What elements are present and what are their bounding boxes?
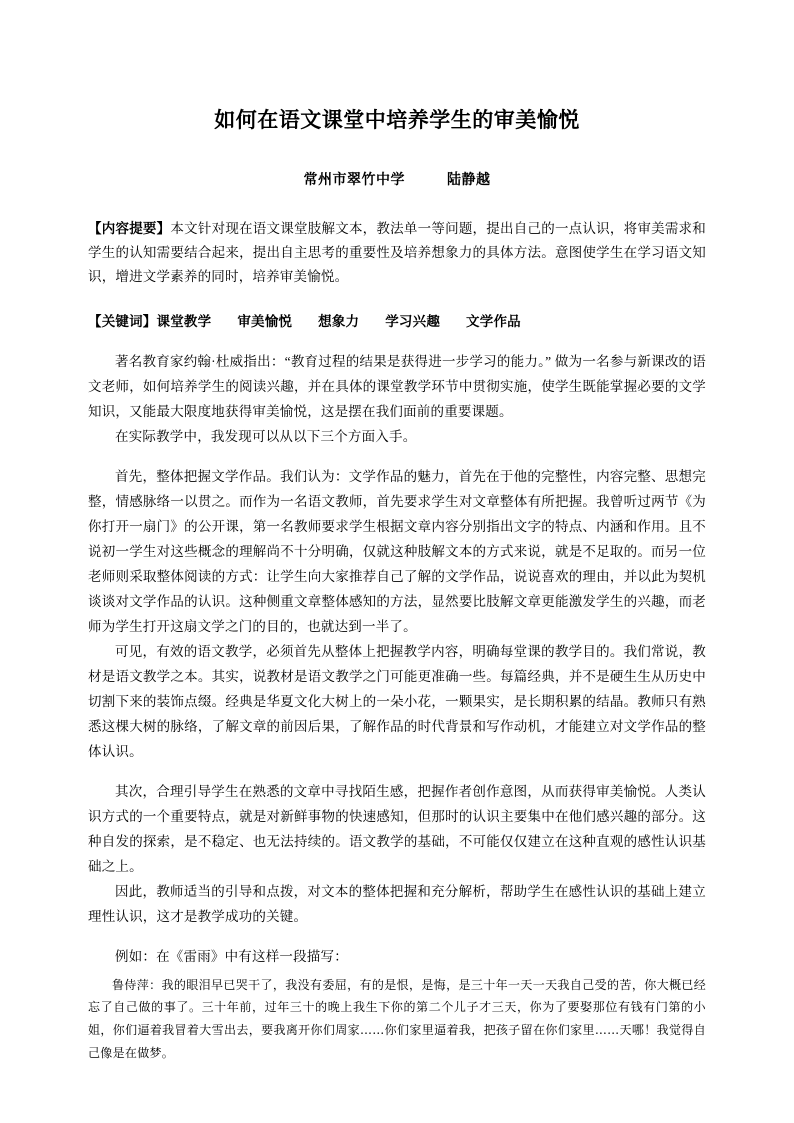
keyword-item: 文学作品: [466, 314, 521, 330]
byline-author: 陆静越: [447, 173, 491, 189]
body-paragraph: 在实际教学中，我发现可以从以下三个方面入手。: [115, 429, 417, 445]
body-paragraph: 例如：在《雷雨》中有这样一段描写：: [115, 948, 348, 964]
quoted-passage: 鲁侍萍：我的眼泪早已哭干了，我没有委屈，有的是恨，是悔，是三十年一天一天我自己受的苦，你大概已经忘了自己做的事了。三十年前，过年三十的晚上我生下你的第二个儿子才三天，你为了要娶那位有钱有门第的小姐，你们逼着我冒着大雪出去，要我离开你们周家……你们家里逼着我，把孩子留在你们家里……天哪！我觉得自己像是在做梦。: [88, 977, 706, 1060]
body-paragraph: 著名教育家约翰·杜威指出：“教育过程的结果是获得进一步学习的能力。” 做为一名参与新课改的语文老师，如何培养学生的阅读兴趣，并在具体的课堂教学环节中贯彻实施，使学生既能掌握必要的文学知识，又能最大限度地获得审美愉悦，这是摆在我们面前的重要课题。: [88, 354, 706, 420]
abstract-text: 本文针对现在语文课堂肢解文本，教法单一等问题，提出自己的一点认识，将审美需求和学生的认知需要结合起来，提出自主思考的重要性及培养想象力的具体方法。意图使学生在学习语文知识，增进文学素养的同时，培养审美愉悦。: [88, 221, 706, 284]
keywords-section: [88, 310, 706, 330]
body-content: [88, 350, 706, 1064]
keywords-label: 【关键词】: [88, 314, 157, 330]
keyword-item: 审美愉悦: [237, 314, 293, 330]
byline: [88, 169, 706, 189]
body-paragraph: 可见，有效的语文教学，必须首先从整体上把握教学内容，明确每堂课的教学目的。我们常说，教材是语文教学之本。其实，说教材是语文教学之门可能更准确一些。每篇经典，并不是硬生生从历史中切割下来的装饰点缀。经典是华夏文化大树上的一朵小花，一颗果实，是长期积累的结晶。教师只有熟悉这棵大树的脉络，了解文章的前因后果，了解作品的时代背景和写作动机，才能建立对文学作品的整体认识。: [88, 643, 706, 759]
page-title: 如何在语文课堂中培养学生的审美愉悦: [214, 108, 580, 132]
body-paragraph: 首先，整体把握文学作品。我们认为：文学作品的魅力，首先在于他的完整性，内容完整、思想完整，情感脉络一以贯之。而作为一名语文教师，首先要求学生对文章整体有所把握。我曾听过两节《为你打开一扇门》的公开课，第一名教师要求学生根据文章内容分别指出文字的特点、内涵和作用。且不说初一学生对这些概念的理解尚不十分明确，仅就这种肢解文本的方式来说，就是不足取的。而另一位老师则采取整体阅读的方式：让学生向大家推荐自己了解的文学作品，说说喜欢的理由，并以此为契机谈谈对文学作品的认识。这种侧重文章整体感知的方法，显然要比肢解文章更能激发学生的兴趣，而老师为学生打开这扇文学之门的目的，也就达到一半了。: [88, 469, 706, 634]
body-paragraph: 其次，合理引导学生在熟悉的文章中寻找陌生感，把握作者创作意图，从而获得审美愉悦。人类认识方式的一个重要特点，就是对新鲜事物的快速感知，但那时的认识主要集中在他们感兴趣的部分。这种自发的探索，是不稳定、也无法持续的。语文教学的基础，不可能仅仅建立在这种直观的感性认识基础之上。: [88, 783, 706, 874]
keyword-item: 学习兴趣: [385, 314, 441, 330]
abstract-section: [88, 217, 706, 288]
abstract-label: 【内容提要】: [88, 221, 171, 237]
keyword-item: 想象力: [318, 314, 360, 330]
keyword-item: 课堂教学: [156, 314, 212, 330]
byline-school: 常州市翠竹中学: [303, 173, 405, 189]
body-paragraph: 因此，教师适当的引导和点拨，对文本的整体把握和充分解析，帮助学生在感性认识的基础上建立理性认识，这才是教学成功的关键。: [88, 883, 706, 924]
